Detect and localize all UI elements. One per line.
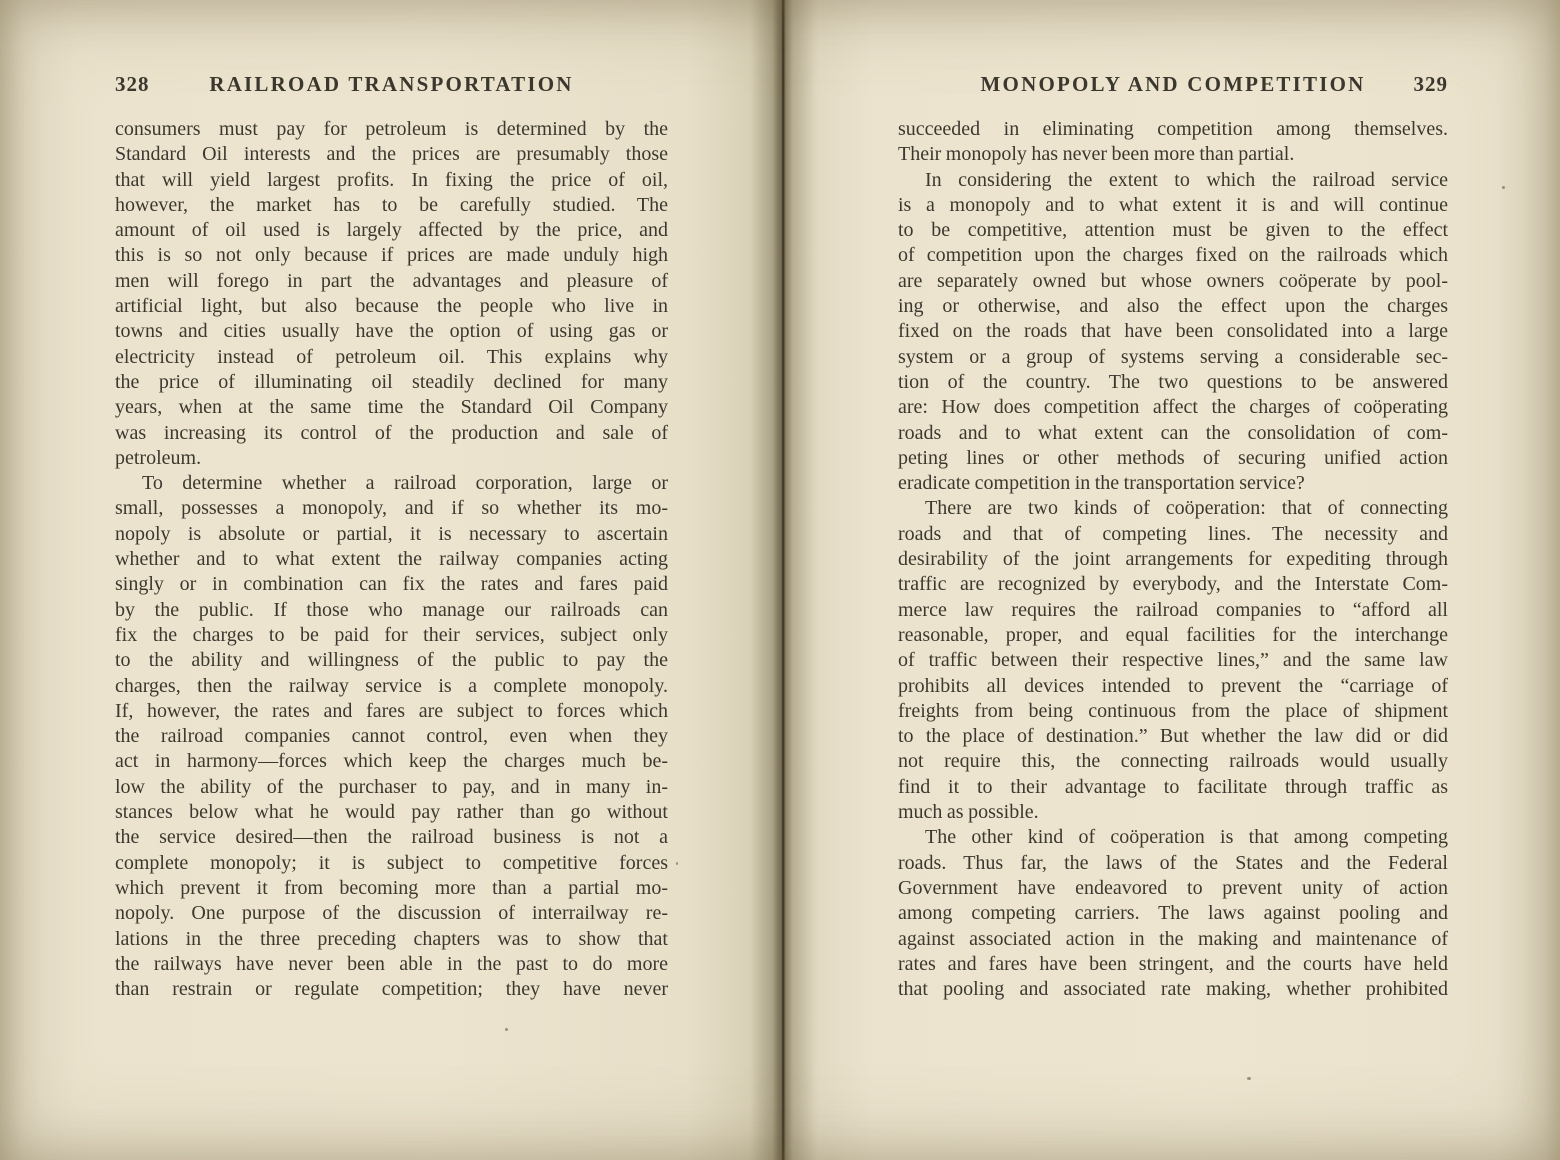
text-line: traffic are recognized by everybody, and the Interstate Com- [898, 573, 1448, 596]
paragraph [115, 117, 668, 471]
text-line: succeeded in eliminating competition among themselves. [898, 118, 1448, 140]
text-line: amount of oil used is largely affected by the price, and [115, 219, 668, 242]
text-line: complete monopoly; it is subject to competitive forces [115, 851, 668, 874]
text-line: however, the market has to be carefully studied. The [115, 193, 668, 216]
left-page-number: 328 [115, 72, 150, 96]
text-line: singly or in combination can fix the rates and fares paid [115, 573, 668, 596]
text-line: roads and that of competing lines. The necessity and [898, 522, 1448, 545]
text-line: Standard Oil interests and the prices are presumably those [115, 143, 668, 166]
text-line: rates and fares have been stringent, and the courts have held [898, 952, 1448, 975]
text-line: electricity instead of petroleum oil. This explains why [115, 345, 668, 368]
text-line: not require this, the connecting railroads would usually [898, 750, 1448, 773]
right-page-number: 329 [1413, 72, 1448, 96]
text-line: are separately owned but whose owners coöperate by pool- [898, 269, 1448, 292]
text-line: Their monopoly has never been more than partial. [898, 143, 1295, 166]
text-line: nopoly. One purpose of the discussion of interrailway re- [115, 902, 668, 925]
text-line: There are two kinds of coöperation: that of connecting [925, 497, 1448, 520]
text-line: the service desired—then the railroad business is not a [115, 826, 668, 849]
text-line: Government have endeavored to prevent unity of action [898, 876, 1448, 899]
paragraph [898, 825, 1448, 1002]
text-line: small, possesses a monopoly, and if so whether its mo- [115, 497, 668, 520]
paragraph [115, 471, 668, 1002]
paragraph [898, 496, 1448, 825]
text-line: the railroad companies cannot control, even when they [115, 725, 668, 748]
text-line: lations in the three preceding chapters was to show that [115, 927, 668, 950]
right-page [780, 0, 1560, 1160]
text-line: To determine whether a railroad corporation, large or [142, 472, 668, 495]
text-line: system or a group of systems serving a considerable sec- [898, 345, 1448, 368]
text-line: roads. Thus far, the laws of the States and the Federal [898, 851, 1448, 874]
text-line: prohibits all devices intended to prevent the “carriage of [898, 674, 1448, 697]
text-line: is a monopoly and to what extent it is and will continue [898, 193, 1448, 216]
text-line: reasonable, proper, and equal facilities for the interchange [898, 623, 1448, 646]
left-running-title: RAILROAD TRANSPORTATION [209, 72, 574, 96]
text-line: to the ability and willingness of the public to pay the [115, 649, 668, 672]
text-line: was increasing its control of the production and sale of [115, 421, 668, 444]
text-line: freights from being continuous from the place of shipment [898, 699, 1448, 722]
text-line: years, when at the same time the Standard Oil Company [115, 396, 668, 419]
paragraph [898, 168, 1448, 497]
text-line: find it to their advantage to facilitate through traffic as [898, 775, 1448, 798]
text-line: towns and cities usually have the option of using gas or [115, 320, 668, 343]
text-line: If, however, the rates and fares are subject to forces which [115, 699, 668, 722]
text-line: ing or otherwise, and also the effect upon the charges [898, 295, 1448, 318]
text-line: this is so not only because if prices are made unduly high [115, 244, 668, 267]
text-line: which prevent it from becoming more than a partial mo- [115, 876, 668, 899]
text-line: act in harmony—forces which keep the charges much be- [115, 750, 668, 773]
text-line: merce law requires the railroad companies to “afford all [898, 598, 1448, 621]
text-line: to the place of destination.” But whether the law did or did [898, 725, 1448, 748]
text-line: nopoly is absolute or partial, it is necessary to ascertain [115, 522, 668, 545]
text-line: the price of illuminating oil steadily declined for many [115, 370, 668, 393]
paragraph [898, 117, 1448, 168]
text-line: stances below what he would pay rather than go without [115, 801, 668, 824]
right-page-text [898, 117, 1448, 1002]
text-line: consumers must pay for petroleum is determined by the [115, 118, 668, 140]
text-line: among competing carriers. The laws against pooling and [898, 902, 1448, 925]
left-page-header [115, 72, 668, 102]
text-line: that will yield largest profits. In fixing the price of oil, [115, 168, 668, 191]
text-line: of traffic between their respective lines,” and the same law [898, 649, 1448, 672]
right-page-header [898, 72, 1448, 102]
text-line: In considering the extent to which the railroad service [925, 168, 1448, 191]
text-line: are: How does competition affect the charges of coöperating [898, 396, 1448, 419]
text-line: than restrain or regulate competition; they have never [115, 978, 668, 1001]
text-line: against associated action in the making and maintenance of [898, 927, 1448, 950]
text-line: much as possible. [898, 801, 1039, 824]
text-line: low the ability of the purchaser to pay, and in many in- [115, 775, 668, 798]
text-line: roads and to what extent can the consolidation of com- [898, 421, 1448, 444]
right-running-title: MONOPOLY AND COMPETITION [980, 72, 1366, 96]
text-line: fixed on the roads that have been consolidated into a large [898, 320, 1448, 343]
text-line: tion of the country. The two questions to be answered [898, 370, 1448, 393]
text-line: peting lines or other methods of securing unified action [898, 446, 1448, 469]
text-line: The other kind of coöperation is that among competing [925, 826, 1448, 849]
text-line: the railways have never been able in the past to do more [115, 952, 668, 975]
text-line: by the public. If those who manage our railroads can [115, 598, 668, 621]
text-line: desirability of the joint arrangements for expediting through [898, 548, 1448, 571]
text-line: that pooling and associated rate making, whether prohibited [898, 978, 1448, 1001]
text-line: eradicate competition in the transportation service? [898, 472, 1305, 495]
left-page-text [115, 117, 668, 1002]
text-line: artificial light, but also because the people who live in [115, 295, 668, 318]
text-line: whether and to what extent the railway companies acting [115, 548, 668, 571]
text-line: men will forego in part the advantages and pleasure of [115, 269, 668, 292]
text-line: petroleum. [115, 446, 202, 469]
text-line: of competition upon the charges fixed on the railroads which [898, 244, 1448, 267]
text-line: charges, then the railway service is a complete monopoly. [115, 674, 668, 697]
text-line: fix the charges to be paid for their services, subject only [115, 623, 668, 646]
text-line: to be competitive, attention must be given to the effect [898, 219, 1448, 242]
